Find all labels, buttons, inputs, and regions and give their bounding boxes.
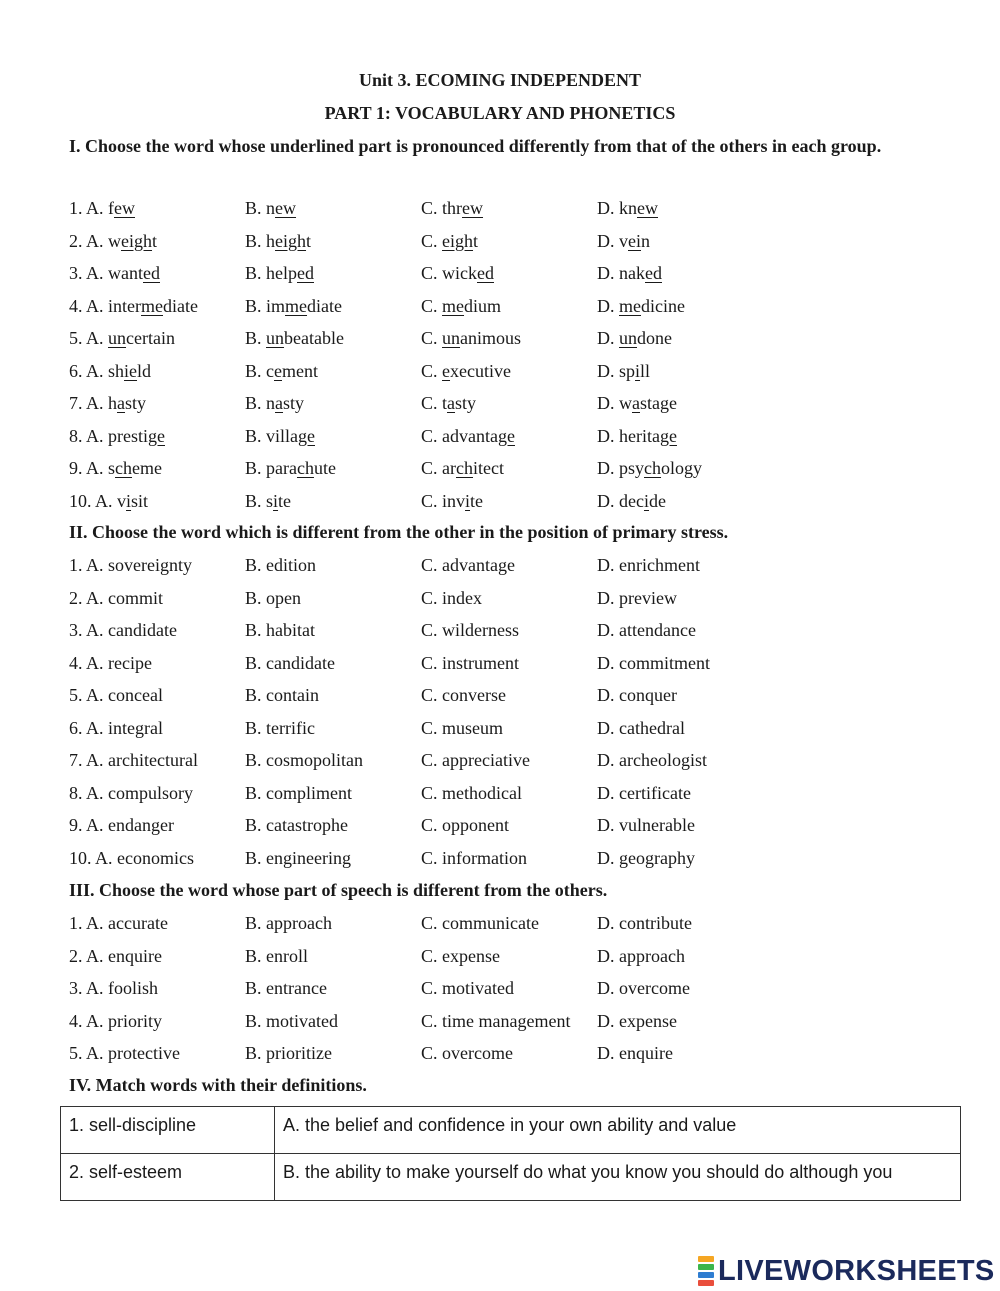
option-text: sit bbox=[131, 490, 149, 511]
answer-option[interactable] bbox=[245, 356, 318, 386]
answer-option[interactable]: D. archeologist bbox=[597, 750, 707, 770]
underlined-part: un bbox=[619, 328, 637, 348]
answer-option[interactable]: D. conquer bbox=[597, 685, 677, 705]
option-text: D. kn bbox=[597, 198, 637, 218]
option-text: D. herita bbox=[597, 425, 660, 446]
underlined-part: ew bbox=[275, 198, 297, 218]
option-text: D. sp bbox=[597, 360, 636, 381]
underlined-part: ew bbox=[462, 198, 484, 218]
answer-option[interactable]: B. enroll bbox=[245, 945, 308, 966]
answer-option[interactable]: 1. A. sovereignty bbox=[69, 555, 192, 575]
answer-option[interactable]: C. information bbox=[421, 847, 527, 868]
option-text: dicine bbox=[641, 295, 685, 316]
logo-bar bbox=[698, 1256, 714, 1262]
answer-option[interactable]: D. preview bbox=[597, 587, 677, 608]
option-text: diate bbox=[163, 295, 198, 316]
underlined-part: un bbox=[266, 328, 285, 348]
section3-heading: III. Choose the word whose part of speech is different from the others. bbox=[69, 880, 608, 900]
underlined-part: ge bbox=[148, 425, 165, 446]
term-cell: 1. sell-discipline bbox=[61, 1107, 275, 1154]
answer-option[interactable]: B. approach bbox=[245, 913, 332, 933]
option-text: B. im bbox=[245, 295, 286, 316]
answer-option[interactable] bbox=[69, 323, 175, 353]
answer-option[interactable] bbox=[245, 421, 315, 451]
answer-option[interactable] bbox=[421, 486, 483, 516]
answer-option[interactable]: D. overcome bbox=[597, 978, 690, 998]
underlined-part: ch bbox=[115, 458, 133, 478]
answer-option[interactable]: D. enquire bbox=[597, 1043, 673, 1063]
underlined-part: a bbox=[632, 393, 640, 413]
definition-cell: A. the belief and confidence in your own ability and value bbox=[275, 1107, 961, 1154]
option-text: sty bbox=[125, 393, 147, 413]
answer-option[interactable] bbox=[597, 323, 672, 353]
matching-table bbox=[60, 1106, 961, 1201]
answer-option[interactable] bbox=[597, 258, 662, 288]
underlined-part: i bbox=[126, 490, 132, 511]
option-text: D. psy bbox=[597, 458, 645, 478]
option-text: te bbox=[470, 490, 484, 511]
underlined-part: ge bbox=[497, 425, 515, 446]
option-text: dium bbox=[464, 295, 502, 316]
option-text: t bbox=[473, 230, 479, 251]
underlined-part: ew bbox=[114, 198, 135, 218]
underlined-part: a bbox=[275, 393, 284, 413]
answer-option[interactable]: D. attendance bbox=[597, 620, 696, 640]
answer-option[interactable] bbox=[421, 323, 521, 353]
option-text: diate bbox=[307, 295, 342, 316]
answer-option[interactable]: D. expense bbox=[597, 1010, 677, 1031]
logo-bar bbox=[698, 1272, 714, 1278]
option-text: B. help bbox=[245, 263, 297, 283]
option-text: D. dec bbox=[597, 490, 644, 511]
logo-icon bbox=[698, 1255, 714, 1287]
answer-option[interactable] bbox=[245, 193, 296, 223]
answer-option[interactable]: 2. A. commit bbox=[69, 587, 163, 608]
option-text: sty bbox=[455, 393, 477, 413]
answer-option[interactable] bbox=[421, 258, 494, 288]
answer-option[interactable]: B. open bbox=[245, 587, 301, 608]
section1-heading: I. Choose the word whose underlined part is pronounced differently from that of the others in each group. bbox=[69, 136, 882, 156]
option-text: 3. A. want bbox=[69, 263, 143, 283]
answer-option[interactable]: C. opponent bbox=[421, 815, 509, 835]
underlined-part: a bbox=[117, 393, 126, 413]
answer-option[interactable]: 5. A. protective bbox=[69, 1043, 180, 1063]
answer-option[interactable]: 5. A. conceal bbox=[69, 685, 163, 705]
answer-option[interactable] bbox=[597, 453, 702, 483]
option-text: B. n bbox=[245, 393, 276, 413]
answer-option[interactable]: B. engineering bbox=[245, 847, 351, 868]
answer-option[interactable]: C. index bbox=[421, 587, 482, 608]
answer-option[interactable] bbox=[245, 258, 314, 288]
underlined-part: eigh bbox=[442, 230, 474, 251]
underlined-part: un bbox=[442, 328, 461, 348]
option-text: ology bbox=[661, 458, 703, 478]
answer-option[interactable]: 2. A. enquire bbox=[69, 945, 162, 966]
answer-option[interactable]: 1. A. accurate bbox=[69, 913, 168, 933]
answer-option[interactable]: D. geography bbox=[597, 847, 695, 868]
answer-option[interactable]: D. contribute bbox=[597, 913, 692, 933]
option-text: ld bbox=[137, 360, 152, 381]
option-text: C. bbox=[421, 328, 443, 348]
answer-option[interactable]: B. contain bbox=[245, 685, 319, 705]
option-text: B. h bbox=[245, 230, 276, 251]
answer-option[interactable] bbox=[597, 486, 666, 516]
option-text: 10. A. v bbox=[69, 490, 127, 511]
underlined-part: ed bbox=[297, 263, 314, 283]
option-text: 6. A. sh bbox=[69, 360, 125, 381]
term-cell: 2. self-esteem bbox=[61, 1154, 275, 1201]
answer-option[interactable]: B. cosmopolitan bbox=[245, 750, 363, 770]
underlined-part: ed bbox=[477, 263, 494, 283]
answer-option[interactable]: D. approach bbox=[597, 945, 685, 966]
table-row bbox=[61, 1154, 961, 1201]
answer-option[interactable]: C. instrument bbox=[421, 652, 519, 673]
underlined-part: e bbox=[442, 360, 451, 381]
answer-option[interactable]: D. commitment bbox=[597, 652, 710, 673]
answer-option[interactable] bbox=[245, 388, 304, 418]
liveworksheets-logo[interactable] bbox=[698, 1254, 995, 1288]
answer-option[interactable] bbox=[69, 193, 135, 223]
option-text: done bbox=[637, 328, 672, 348]
answer-option[interactable]: B. compliment bbox=[245, 782, 352, 803]
answer-option[interactable] bbox=[421, 356, 511, 386]
underlined-part: ch bbox=[456, 458, 473, 478]
section2-heading: II. Choose the word which is different from the other in the position of primary stress. bbox=[69, 522, 729, 542]
answer-option[interactable] bbox=[597, 421, 677, 451]
answer-option[interactable]: C. converse bbox=[421, 685, 506, 705]
table-row bbox=[61, 1107, 961, 1154]
answer-option[interactable]: 9. A. endanger bbox=[69, 815, 174, 835]
underlined-part: ge bbox=[659, 425, 677, 446]
underlined-part: a bbox=[447, 393, 456, 413]
option-text: C. thr bbox=[421, 198, 463, 218]
answer-option[interactable] bbox=[597, 226, 650, 256]
part-title: PART 1: VOCABULARY AND PHONETICS bbox=[324, 103, 676, 123]
unit-title: Unit 3. ECOMING INDEPENDENT bbox=[358, 70, 642, 90]
option-text: sty bbox=[283, 393, 305, 413]
answer-option[interactable] bbox=[245, 323, 344, 353]
option-text: C. t bbox=[421, 393, 448, 413]
answer-option[interactable]: B. edition bbox=[245, 555, 316, 575]
answer-option[interactable] bbox=[245, 291, 342, 321]
option-text: itect bbox=[473, 458, 504, 478]
answer-option[interactable] bbox=[421, 453, 504, 483]
option-text: 1. A. f bbox=[69, 198, 114, 218]
underlined-part: ch bbox=[644, 458, 662, 478]
option-text: C. wick bbox=[421, 263, 477, 283]
underlined-part: me bbox=[442, 295, 465, 316]
option-text: de bbox=[649, 490, 666, 511]
answer-option[interactable]: B. terrific bbox=[245, 717, 315, 738]
option-text: D. nak bbox=[597, 263, 645, 283]
option-text: 4. A. inter bbox=[69, 295, 141, 316]
answer-option[interactable] bbox=[597, 193, 658, 223]
option-text: C. bbox=[421, 360, 443, 381]
answer-option[interactable]: C. museum bbox=[421, 717, 504, 738]
answer-option[interactable]: B. candidate bbox=[245, 652, 335, 673]
underlined-part: i bbox=[635, 360, 641, 381]
option-text: B. para bbox=[245, 458, 297, 478]
answer-option[interactable] bbox=[69, 258, 160, 288]
answer-option[interactable]: 7. A. architectural bbox=[69, 750, 198, 770]
option-text: B. c bbox=[245, 360, 274, 381]
option-text: D. v bbox=[597, 230, 628, 251]
answer-option[interactable]: D. certificate bbox=[597, 782, 691, 803]
option-text: te bbox=[278, 490, 292, 511]
option-text: C. inv bbox=[421, 490, 466, 511]
answer-option[interactable] bbox=[597, 291, 685, 321]
option-text: n bbox=[641, 230, 650, 251]
underlined-part: me bbox=[285, 295, 308, 316]
option-text: 7. A. h bbox=[69, 393, 118, 413]
underlined-part: me bbox=[619, 295, 641, 316]
answer-option[interactable]: 8. A. compulsory bbox=[69, 782, 193, 803]
underlined-part: e bbox=[274, 360, 282, 381]
option-text: xecutive bbox=[450, 360, 511, 381]
answer-option[interactable]: 3. A. candidate bbox=[69, 620, 177, 640]
option-text: t bbox=[306, 230, 312, 251]
answer-option[interactable] bbox=[597, 388, 677, 418]
underlined-part: ge bbox=[298, 425, 315, 446]
option-text: B. villa bbox=[245, 425, 298, 446]
answer-option[interactable]: C. communicate bbox=[421, 913, 539, 933]
answer-option[interactable] bbox=[421, 226, 478, 256]
underlined-part: ie bbox=[124, 360, 138, 381]
logo-bar bbox=[698, 1280, 714, 1286]
answer-option[interactable]: C. advantage bbox=[421, 555, 515, 575]
answer-option[interactable]: 4. A. priority bbox=[69, 1010, 162, 1031]
answer-option[interactable]: 4. A. recipe bbox=[69, 652, 152, 673]
answer-option[interactable]: 6. A. integral bbox=[69, 717, 163, 738]
underlined-part: ch bbox=[296, 458, 314, 478]
answer-option[interactable] bbox=[421, 193, 483, 223]
answer-option[interactable]: C. overcome bbox=[421, 1043, 513, 1063]
option-text: certain bbox=[126, 328, 175, 348]
answer-option[interactable]: B. habitat bbox=[245, 620, 315, 640]
underlined-part: ew bbox=[637, 198, 658, 218]
option-text: C. ar bbox=[421, 458, 456, 478]
underlined-part: me bbox=[141, 295, 163, 316]
option-text: beatable bbox=[284, 328, 344, 348]
underlined-part: i bbox=[273, 490, 279, 511]
answer-option[interactable] bbox=[69, 291, 198, 321]
answer-option[interactable] bbox=[69, 356, 151, 386]
option-text: D. bbox=[597, 328, 619, 348]
answer-option[interactable] bbox=[421, 388, 476, 418]
option-text: D. w bbox=[597, 393, 632, 413]
option-text: ment bbox=[282, 360, 318, 381]
underlined-part: ed bbox=[645, 263, 662, 283]
answer-option[interactable] bbox=[245, 486, 291, 516]
underlined-part: eigh bbox=[121, 230, 153, 251]
underlined-part: eigh bbox=[275, 230, 307, 251]
option-text: C. bbox=[421, 295, 443, 316]
option-text: C. bbox=[421, 230, 443, 251]
option-text: 8. A. presti bbox=[69, 425, 148, 446]
answer-option[interactable]: 10. A. economics bbox=[69, 847, 194, 868]
answer-option[interactable]: C. motivated bbox=[421, 978, 514, 998]
answer-option[interactable] bbox=[421, 421, 515, 451]
option-text: stage bbox=[640, 393, 677, 413]
answer-option[interactable] bbox=[69, 226, 157, 256]
answer-option[interactable]: C. appreciative bbox=[421, 750, 530, 770]
answer-option[interactable]: B. prioritize bbox=[245, 1043, 332, 1063]
answer-option[interactable]: D. vulnerable bbox=[597, 815, 695, 835]
answer-option[interactable] bbox=[69, 486, 148, 516]
option-text: t bbox=[152, 230, 158, 251]
answer-option[interactable]: C. methodical bbox=[421, 782, 522, 803]
option-text: B. bbox=[245, 328, 267, 348]
answer-option[interactable]: D. enrichment bbox=[597, 555, 700, 575]
section4-heading: IV. Match words with their definitions. bbox=[69, 1075, 367, 1095]
answer-option[interactable]: C. expense bbox=[421, 945, 500, 966]
answer-option[interactable] bbox=[69, 388, 146, 418]
option-text: eme bbox=[132, 458, 162, 478]
answer-option[interactable]: C. time management bbox=[421, 1010, 571, 1031]
logo-text: LIVEWORKSHEETS bbox=[718, 1254, 995, 1287]
option-text: 5. A. bbox=[69, 328, 109, 348]
answer-option[interactable]: D. cathedral bbox=[597, 717, 685, 738]
option-text: 9. A. s bbox=[69, 458, 116, 478]
option-text: ute bbox=[313, 458, 336, 478]
answer-option[interactable]: C. wilderness bbox=[421, 620, 519, 640]
option-text: ll bbox=[640, 360, 651, 381]
underlined-part: ei bbox=[628, 230, 641, 251]
answer-option[interactable]: B. catastrophe bbox=[245, 815, 348, 835]
option-text: D. bbox=[597, 295, 619, 316]
answer-option[interactable] bbox=[69, 453, 162, 483]
answer-option[interactable] bbox=[69, 421, 165, 451]
answer-option[interactable] bbox=[245, 453, 336, 483]
option-text: 2. A. w bbox=[69, 230, 122, 251]
answer-option[interactable]: 3. A. foolish bbox=[69, 978, 159, 998]
answer-option[interactable] bbox=[245, 226, 311, 256]
underlined-part: i bbox=[465, 490, 471, 511]
answer-option[interactable]: B. entrance bbox=[245, 978, 327, 998]
answer-option[interactable]: B. motivated bbox=[245, 1010, 338, 1031]
logo-bar bbox=[698, 1264, 714, 1270]
option-text: C. advanta bbox=[421, 425, 498, 446]
option-text: B. s bbox=[245, 490, 274, 511]
answer-option[interactable] bbox=[597, 356, 650, 386]
underlined-part: i bbox=[643, 490, 649, 511]
underlined-part: ed bbox=[143, 263, 160, 283]
option-text: animous bbox=[460, 328, 522, 348]
underlined-part: un bbox=[108, 328, 127, 348]
definition-cell: B. the ability to make yourself do what you know you should do although you bbox=[275, 1154, 961, 1201]
answer-option[interactable] bbox=[421, 291, 501, 321]
option-text: B. n bbox=[245, 198, 276, 218]
